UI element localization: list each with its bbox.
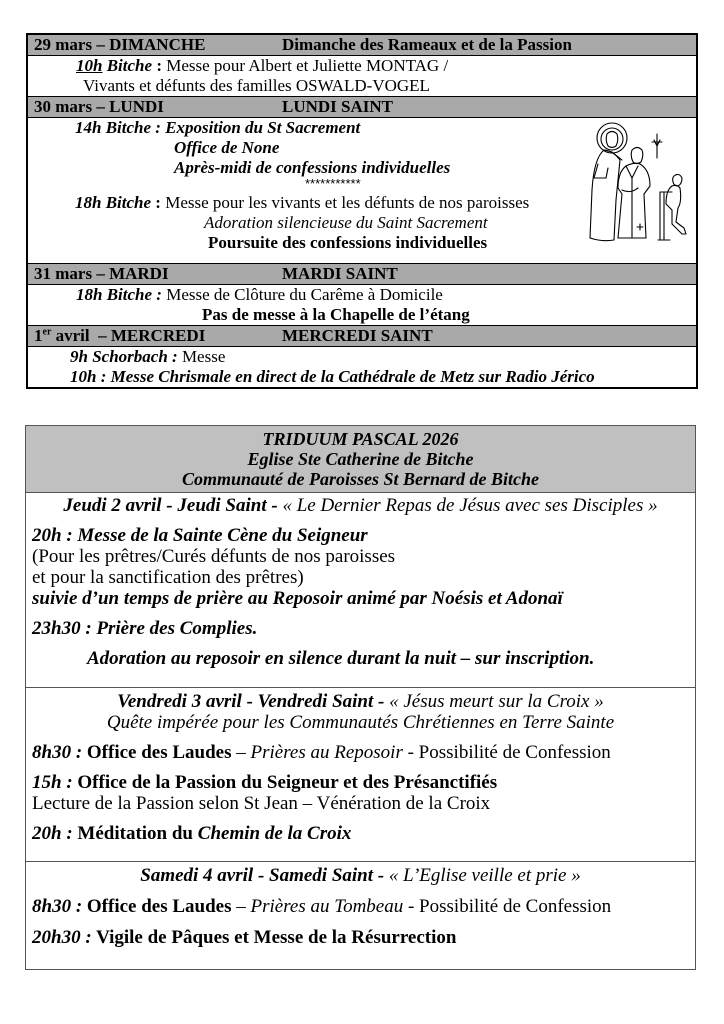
day-label: Vendredi 3 avril - Vendredi Saint - — [117, 691, 390, 712]
event-text: Vivants et défunts des familles OSWALD-VOGEL — [83, 76, 430, 95]
date-ordinal: er — [42, 326, 52, 338]
section-vendredi-saint — [26, 688, 695, 862]
day-theme: « Jésus meurt sur la Croix » — [389, 691, 604, 712]
day-body-lundi — [28, 118, 696, 264]
place-label: Bitche — [102, 56, 153, 75]
saints-confession-illustration — [580, 120, 692, 244]
event-text: Office de None — [174, 138, 280, 157]
section-samedi-saint — [26, 862, 695, 948]
day-date: 29 mars – DIMANCHE — [34, 35, 206, 54]
day-body-mercredi — [28, 347, 696, 387]
event-text: Adoration silencieuse du Saint Sacrement — [204, 213, 488, 232]
day-header-mardi — [28, 264, 696, 285]
day-title: Dimanche des Rameaux et de la Passion — [282, 35, 572, 54]
time-label: 10h — [76, 56, 103, 75]
triduum-community: Communauté de Paroisses St Bernard de Bitche — [181, 469, 540, 489]
day-body-mardi — [28, 285, 696, 326]
dash: – — [231, 742, 251, 763]
event-text: Messe — [177, 347, 226, 366]
section-jeudi-saint — [26, 493, 695, 688]
time-label: 15h : — [32, 772, 73, 793]
time-label: 8h30 : — [32, 896, 83, 917]
time-label: 18h Bitche — [75, 193, 152, 212]
complies-line: 23h30 : Prière des Complies. — [32, 618, 258, 639]
stars-text: *********** — [305, 176, 361, 191]
event-note: - Possibilité de Confession — [402, 742, 611, 763]
triduum-church: Eglise Ste Catherine de Bitche — [247, 449, 474, 469]
vigile-line — [32, 927, 695, 948]
event-text: Exposition du St Sacrement — [165, 118, 361, 137]
laudes-line — [32, 742, 695, 763]
event-text: 10h : Messe Chrismale en direct de la Cathédrale de Metz sur Radio Jérico — [70, 367, 595, 386]
note-line: et pour la sanctification des prêtres) — [32, 567, 304, 588]
day-header-dimanche — [28, 35, 696, 56]
date-rest: avril – MERCREDI — [51, 326, 206, 345]
adoration-line: Adoration au reposoir en silence durant la nuit – sur inscription. — [87, 648, 595, 669]
event-subtitle: Chemin de la Croix — [197, 823, 352, 844]
schedule-line — [28, 56, 696, 76]
day-date: 31 mars – MARDI — [34, 264, 169, 283]
mass-line: 20h : Messe de la Sainte Cène du Seigneur — [32, 525, 368, 546]
date-number: 1 — [34, 326, 43, 345]
schedule-line — [28, 347, 696, 367]
note-line: (Pour les prêtres/Curés défunts de nos paroisses — [32, 546, 396, 567]
event-title: Office de la Passion du Seigneur et des Présanctifiés — [72, 772, 498, 793]
event-text: Poursuite des confessions individuelles — [208, 233, 488, 252]
day-label: Jeudi 2 avril - Jeudi Saint - — [63, 495, 283, 516]
time-label: 8h30 : — [32, 742, 83, 763]
event-text: Messe pour Albert et Juliette MONTAG / — [166, 56, 449, 75]
event-subtitle: Prières au Reposoir — [250, 742, 403, 763]
day-label: Samedi 4 avril - Samedi Saint - — [140, 865, 389, 886]
passion-line — [32, 772, 695, 793]
event-note: - Possibilité de Confession — [403, 896, 612, 917]
day-theme: « Le Dernier Repas de Jésus avec ses Disciples » — [282, 495, 658, 516]
separator: : — [151, 193, 166, 212]
section-title — [26, 862, 695, 886]
time-label: 14h Bitche : — [75, 118, 166, 137]
separator: : — [152, 56, 167, 75]
event-text: Messe pour les vivants et les défunts de nos paroisses — [165, 193, 530, 212]
triduum-title: TRIDUUM PASCAL 2026 — [262, 429, 459, 449]
event-title: Office des Laudes — [82, 896, 232, 917]
event-title: Office des Laudes — [82, 742, 232, 763]
schedule-line — [28, 285, 696, 305]
dash: – — [231, 896, 251, 917]
holy-week-schedule-table — [26, 33, 698, 389]
day-title: MERCREDI SAINT — [282, 326, 433, 345]
triduum-pascal-block — [25, 425, 696, 970]
lecture-line: Lecture de la Passion selon St Jean – Vénération de la Croix — [32, 793, 491, 814]
time-label: 20h : — [32, 823, 73, 844]
prayer-line: suivie d’un temps de prière au Reposoir animé par Noésis et Adonaï — [32, 588, 563, 609]
event-title: Vigile de Pâques et Messe de la Résurrection — [91, 927, 457, 948]
day-title: MARDI SAINT — [282, 264, 398, 283]
day-header-mercredi — [28, 326, 696, 347]
event-text: Après-midi de confessions individuelles — [174, 158, 451, 177]
schedule-line — [28, 305, 696, 325]
time-label: 9h Schorbach : — [70, 347, 178, 366]
day-header-lundi — [28, 97, 696, 118]
section-title — [26, 493, 695, 516]
day-title: LUNDI SAINT — [282, 97, 393, 116]
day-date: 30 mars – LUNDI — [34, 97, 164, 116]
chemin-line — [32, 823, 695, 844]
day-body-dimanche — [28, 56, 696, 97]
schedule-line — [28, 367, 696, 387]
schedule-line — [28, 76, 696, 96]
collect-line: Quête impérée pour les Communautés Chrétiennes en Terre Sainte — [106, 712, 615, 733]
time-label: 18h Bitche : — [76, 285, 162, 304]
event-text: Messe de Clôture du Carême à Domicile — [161, 285, 443, 304]
event-subtitle: Prières au Tombeau — [250, 896, 404, 917]
day-date — [34, 326, 205, 346]
event-text: Pas de messe à la Chapelle de l’étang — [202, 305, 470, 324]
laudes-line — [32, 896, 695, 917]
section-title — [26, 688, 695, 712]
triduum-header — [26, 426, 695, 493]
event-title: Méditation du — [72, 823, 198, 844]
day-theme: « L’Eglise veille et prie » — [388, 865, 581, 886]
time-label: 20h30 : — [32, 927, 92, 948]
